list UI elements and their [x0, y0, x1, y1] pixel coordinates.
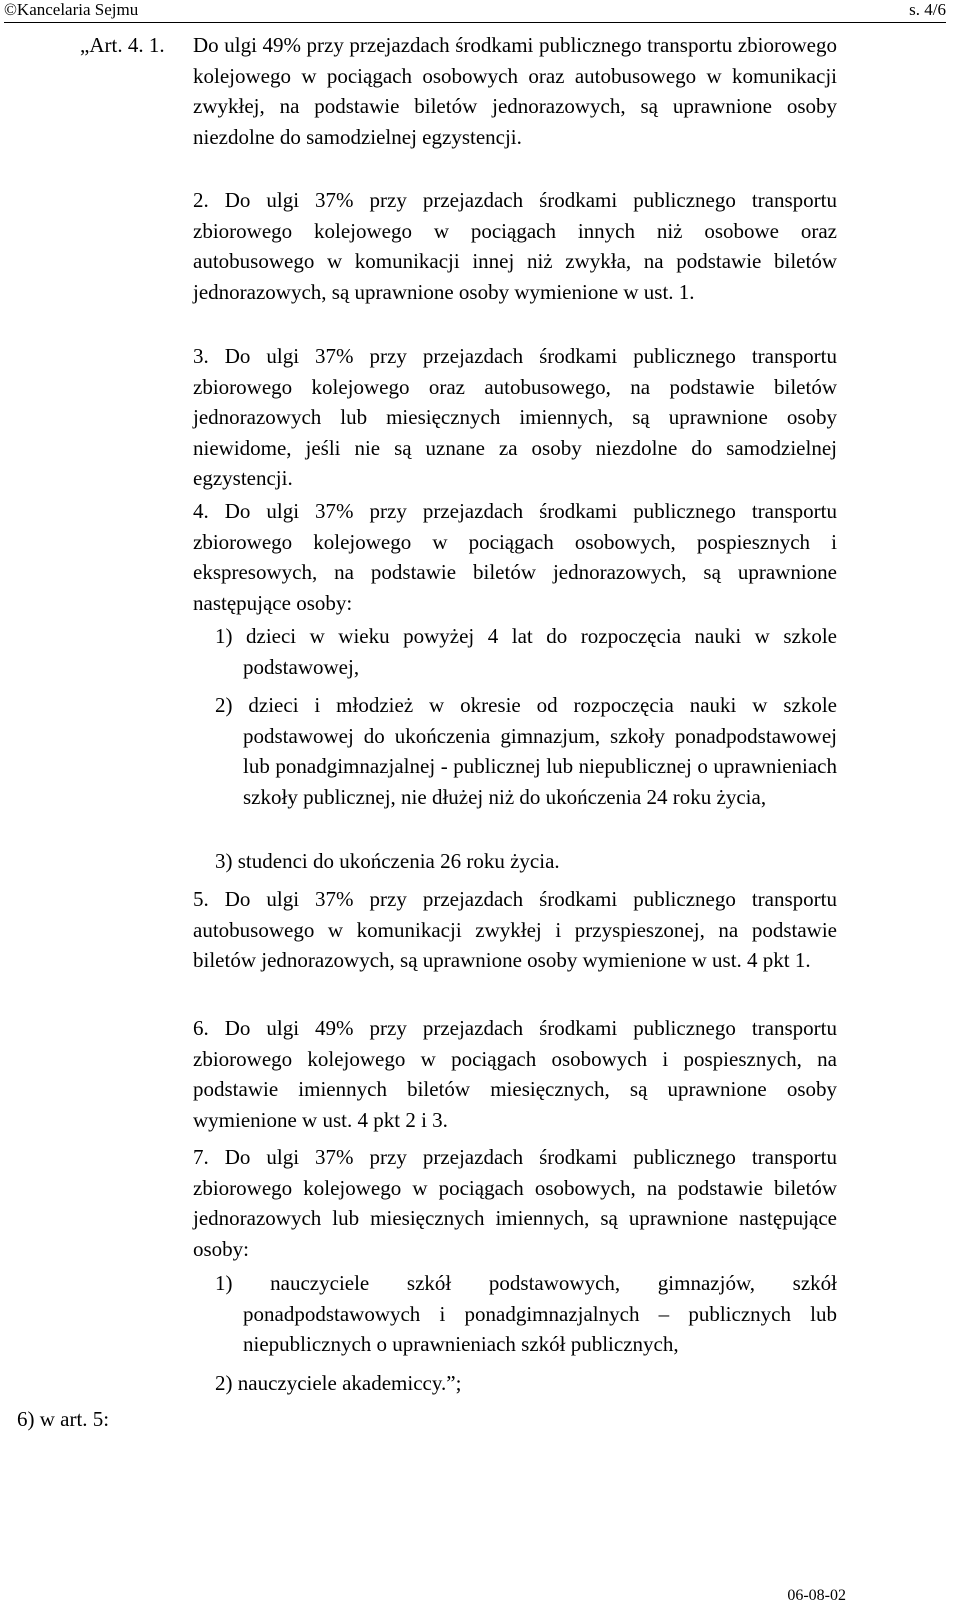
paragraph-7: 7. Do ulgi 37% przy przejazdach środkami publicznego transportu zbiorowego kolejowego w pociągach osobowych, na podstawie biletów jednorazowych lub miesięcznych imiennych, są uprawnione następujące osoby: — [193, 1145, 837, 1261]
paragraph-4-item-3: 3) studenci do ukończenia 26 roku życia. — [215, 849, 560, 873]
article-intro: „Art. 4. 1. — [80, 33, 165, 57]
paragraph-6: 6. Do ulgi 49% przy przejazdach środkami publicznego transportu zbiorowego kolejowego w pociągach osobowych i pospiesznych, na podstawie imiennych biletów miesięcznych, są uprawnione osoby wymienione w ust. 4 pkt 2 i 3. — [193, 1016, 837, 1132]
paragraph-4-item-1: 1) dzieci w wieku powyżej 4 lat do rozpoczęcia nauki w szkole podstawowej, — [215, 624, 837, 679]
header-source: ©Kancelaria Sejmu — [4, 0, 139, 19]
paragraph-7-item-2: 2) nauczyciele akademiccy.”; — [215, 1371, 462, 1395]
paragraph-2: 2. Do ulgi 37% przy przejazdach środkami publicznego transportu zbiorowego kolejowego w pociągach innych niż osobowe oraz autobusowego w komunikacji innej niż zwykła, na podstawie biletów jednorazowych, są uprawnione osoby wymienione w ust. 1. — [193, 188, 837, 304]
page-header — [4, 0, 946, 23]
paragraph-1: Do ulgi 49% przy przejazdach środkami publicznego transportu zbiorowego kolejowego w pociągach osobowych oraz autobusowego w komunikacji zwykłej, na podstawie biletów jednorazowych, są uprawnione osoby niezdolne do samodzielnej egzystencji. — [193, 33, 837, 149]
header-page-number: s. 4/6 — [909, 0, 946, 19]
paragraph-4: 4. Do ulgi 37% przy przejazdach środkami publicznego transportu zbiorowego kolejowego w pociągach osobowych, pospiesznych i ekspresowych, na podstawie biletów jednorazowych, są uprawnione następujące osoby: — [193, 499, 837, 615]
paragraph-4-item-2: 2) dzieci i młodzież w okresie od rozpoczęcia nauki w szkole podstawowej do ukończenia gimnazjum, szkoły ponadpodstawowej lub ponadgimnazjalnej - publicznej lub niepublicznej o uprawnieniach szkoły publicznej, nie dłużej niż do ukończenia 24 roku życia, — [215, 693, 837, 809]
side-note: 6) w art. 5: — [17, 1407, 110, 1431]
footer-date: 06-08-02 — [787, 1587, 846, 1604]
paragraph-7-item-1: 1) nauczyciele szkół podstawowych, gimnazjów, szkół ponadpodstawowych i ponadgimnazjalnych – publicznych lub niepublicznych o uprawnieniach szkół publicznych, — [215, 1271, 837, 1356]
paragraph-5: 5. Do ulgi 37% przy przejazdach środkami publicznego transportu autobusowego w komunikacji zwykłej i przyspieszonej, na podstawie biletów jednorazowych, są uprawnione osoby wymienione w ust. 4 pkt 1. — [193, 887, 837, 972]
paragraph-3: 3. Do ulgi 37% przy przejazdach środkami publicznego transportu zbiorowego kolejowego oraz autobusowego, na podstawie biletów jednorazowych lub miesięcznych imiennych, są uprawnione osoby niewidome, jeśli nie są uznane za osoby niezdolne do samodzielnej egzystencji. — [193, 344, 837, 490]
